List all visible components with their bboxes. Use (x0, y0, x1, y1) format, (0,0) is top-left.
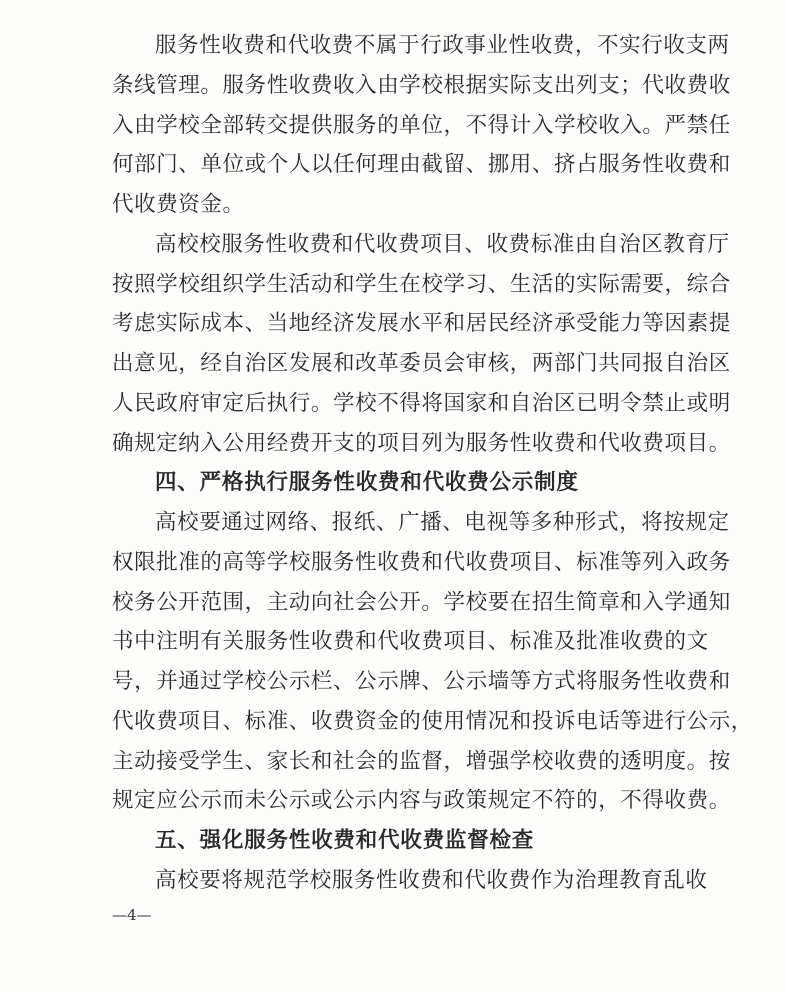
paragraph-line: 人民政府审定后执行。学校不得将国家和自治区已明令禁止或明 (112, 391, 731, 416)
paragraph-line: 考虑实际成本、当地经济发展水平和居民经济承受能力等因素提 (112, 311, 731, 336)
paragraph-line: 高校要通过网络、报纸、广播、电视等多种形式，将按规定 (155, 510, 730, 535)
paragraph-line: 高校校服务性收费和代收费项目、收费标准由自治区教育厅 (155, 232, 730, 257)
paragraph-line: 确规定纳入公用经费开支的项目列为服务性收费和代收费项目。 (112, 431, 731, 456)
paragraph-line: 号，并通过学校公示栏、公示牌、公示墙等方式将服务性收费和 (112, 669, 731, 694)
paragraph-line: 服务性收费和代收费不属于行政事业性收费，不实行收支两 (155, 33, 730, 58)
paragraph-line: 代收费资金。 (112, 192, 245, 217)
section-heading: 五、强化服务性收费和代收费监督检查 (155, 828, 535, 853)
paragraph-line: 高校要将规范学校服务性收费和代收费作为治理教育乱收 (155, 868, 708, 893)
paragraph-line: 何部门、单位或个人以任何理由截留、挪用、挤占服务性收费和 (112, 152, 731, 177)
paragraph-line: 主动接受学生、家长和社会的监督，增强学校收费的透明度。按 (112, 749, 731, 774)
paragraph-line: 入由学校全部转交提供服务的单位，不得计入学校收入。严禁任 (112, 113, 731, 138)
paragraph-line: 规定应公示而未公示或公示内容与政策规定不符的，不得收费。 (112, 788, 731, 813)
paragraph-line: 按照学校组织学生活动和学生在校学习、生活的实际需要，综合 (112, 272, 731, 297)
paragraph-line: 代收费项目、标准、收费资金的使用情况和投诉电话等进行公示， (112, 709, 753, 734)
section-heading: 四、严格执行服务性收费和代收费公示制度 (155, 470, 579, 495)
page-number: —4— (112, 906, 152, 924)
paragraph-line: 条线管理。服务性收费收入由学校根据实际支出列支；代收费收 (112, 73, 731, 98)
paragraph-line: 校务公开范围，主动向社会公开。学校要在招生简章和入学通知 (112, 590, 731, 615)
paragraph-line: 权限批准的高等学校服务性收费和代收费项目、标准等列入政务 (112, 550, 731, 575)
paragraph-line: 出意见，经自治区发展和改革委员会审核，两部门共同报自治区 (112, 351, 731, 376)
paragraph-line: 书中注明有关服务性收费和代收费项目、标准及批准收费的文 (112, 629, 709, 654)
